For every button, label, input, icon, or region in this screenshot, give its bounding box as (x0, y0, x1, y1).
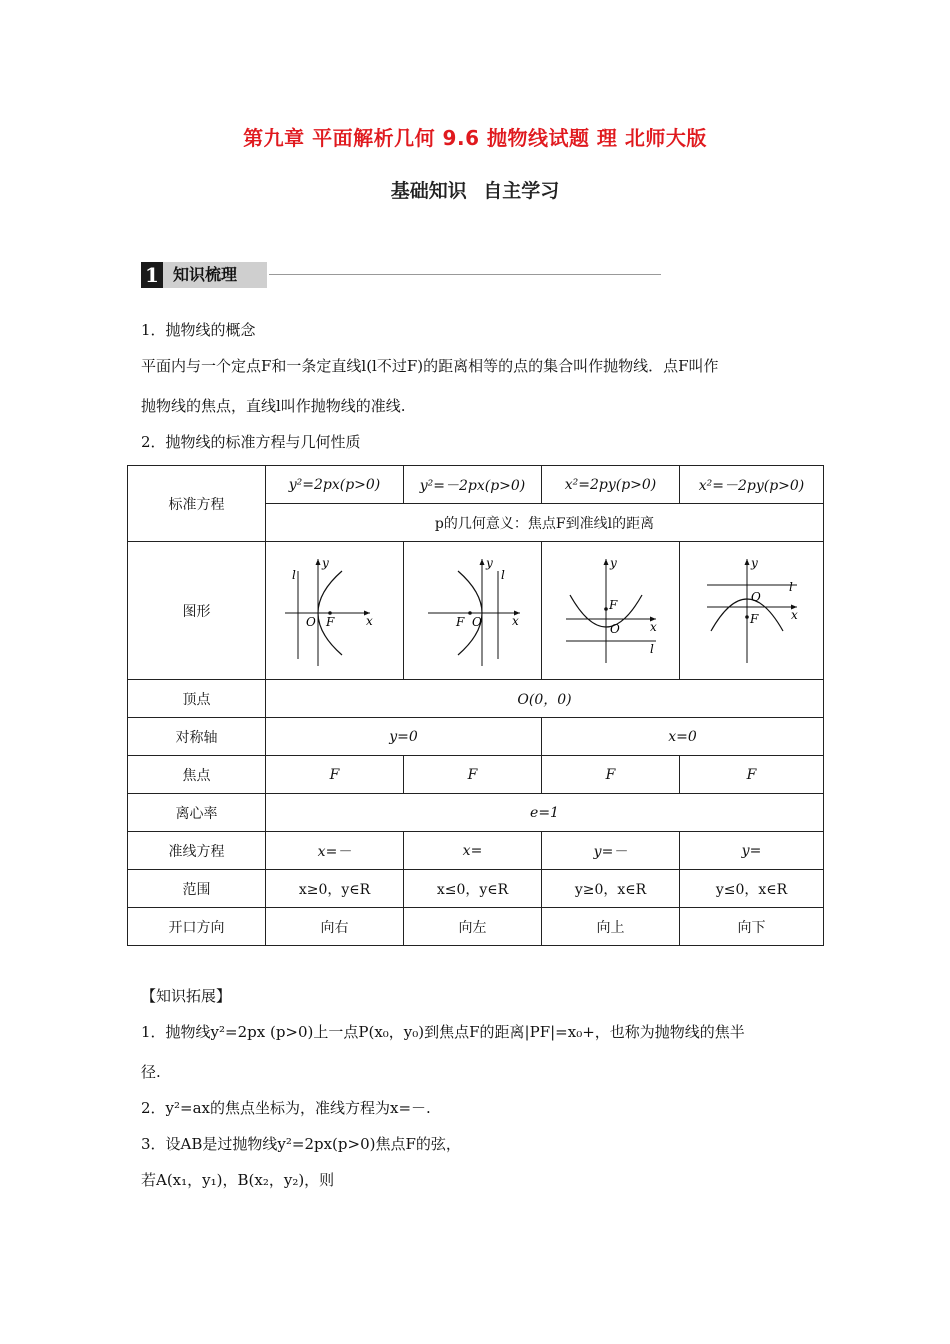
directrix-cell: x= (404, 832, 542, 870)
axis-cell: y=0 (266, 718, 542, 756)
concept-line-1: 平面内与一个定点F和一条定直线l(l不过F)的距离相等的点的集合叫作抛物线．点F叫作 (141, 357, 719, 375)
focus-cell: F (542, 756, 680, 794)
concept-heading: 1．抛物线的概念 (141, 321, 256, 339)
row-header-range: 范围 (128, 870, 266, 908)
label-y: y (321, 555, 329, 570)
row-header-opening: 开口方向 (128, 908, 266, 946)
opening-cell: 向下 (680, 908, 824, 946)
parabola-left-figure (418, 551, 528, 671)
vertex-cell: O(0，0) (266, 680, 824, 718)
focus-cell: F (266, 756, 404, 794)
parabola-up-figure (556, 551, 666, 671)
row-header-axis: 对称轴 (128, 718, 266, 756)
range-cell: x≤0，y∈R (404, 870, 542, 908)
row-header-eccentricity: 离心率 (128, 794, 266, 832)
extension-item-4: 若A(x₁，y₁)，B(x₂，y₂)，则 (141, 1171, 335, 1189)
extension-item-1-cont: 径. (141, 1063, 161, 1081)
equation-cell: x²=2py(p>0) (542, 466, 680, 504)
label-f: F (749, 611, 758, 626)
directrix-cell: x=－ (266, 832, 404, 870)
extension-item-2: 2．y²=ax的焦点坐标为，准线方程为x=－. (141, 1099, 431, 1117)
figure-cell (680, 542, 824, 680)
section-number: 1 (141, 262, 163, 288)
label-x: x (649, 619, 657, 634)
eccentricity-cell: e=1 (266, 794, 824, 832)
label-x: x (511, 613, 519, 628)
label-l: l (291, 567, 296, 582)
figure-cell (542, 542, 680, 680)
row-header-directrix: 准线方程 (128, 832, 266, 870)
properties-heading: 2．抛物线的标准方程与几何性质 (141, 433, 361, 451)
section-label: 知识梳理 (163, 262, 267, 288)
label-l: l (788, 579, 793, 594)
p-meaning-cell: p的几何意义：焦点F到准线l的距离 (266, 504, 824, 542)
row-header-vertex: 顶点 (128, 680, 266, 718)
page-title: 第九章 平面解析几何 9.6 抛物线试题 理 北师大版 (243, 126, 707, 150)
row-header-focus: 焦点 (128, 756, 266, 794)
equation-cell: y²=2px(p>0) (266, 466, 404, 504)
range-cell: y≥0，x∈R (542, 870, 680, 908)
section-divider (269, 274, 661, 275)
focus-cell: F (680, 756, 824, 794)
label-y: y (750, 555, 758, 570)
extension-item-3: 3．设AB是过抛物线y²=2px(p>0)焦点F的弦， (141, 1135, 461, 1153)
label-l: l (649, 641, 654, 656)
label-f: F (325, 614, 334, 629)
figure-cell (404, 542, 542, 680)
label-o: O (471, 614, 482, 629)
range-cell: y≤0，x∈R (680, 870, 824, 908)
figure-cell (266, 542, 404, 680)
row-header-figure: 图形 (128, 542, 266, 680)
equation-cell: y²=－2px(p>0) (404, 466, 542, 504)
parabola-properties-table (127, 465, 824, 946)
focus-cell: F (404, 756, 542, 794)
label-x: x (790, 607, 798, 622)
opening-cell: 向右 (266, 908, 404, 946)
table-row (128, 466, 824, 504)
opening-cell: 向左 (404, 908, 542, 946)
table-row (128, 756, 824, 794)
extension-item-1: 1．抛物线y²=2px (p>0)上一点P(x₀，y₀)到焦点F的距离|PF|=x₀+，也称为抛物线的焦半 (141, 1023, 745, 1041)
opening-cell: 向上 (542, 908, 680, 946)
table-row (128, 718, 824, 756)
table-row (128, 832, 824, 870)
page-subtitle: 基础知识 自主学习 (390, 180, 560, 202)
equation-cell: x²=－2py(p>0) (680, 466, 824, 504)
concept-line-2: 抛物线的焦点，直线l叫作抛物线的准线. (141, 397, 406, 415)
parabola-right-figure (280, 551, 390, 671)
directrix-cell: y=－ (542, 832, 680, 870)
table-row (128, 542, 824, 680)
label-o: O (750, 589, 761, 604)
axis-cell: x=0 (542, 718, 824, 756)
label-f: F (455, 614, 464, 629)
label-y: y (485, 555, 493, 570)
range-cell: x≥0，y∈R (266, 870, 404, 908)
table-row (128, 870, 824, 908)
parabola-down-figure (697, 551, 807, 671)
label-l: l (500, 567, 505, 582)
label-x: x (365, 613, 373, 628)
label-o: O (305, 614, 316, 629)
extension-heading: 【知识拓展】 (141, 987, 232, 1005)
directrix-cell: y= (680, 832, 824, 870)
row-header-std-eq: 标准方程 (128, 466, 266, 542)
table-row (128, 908, 824, 946)
label-f: F (608, 597, 617, 612)
label-y: y (609, 555, 617, 570)
label-o: O (609, 621, 620, 636)
table-row (128, 680, 824, 718)
table-row (128, 794, 824, 832)
